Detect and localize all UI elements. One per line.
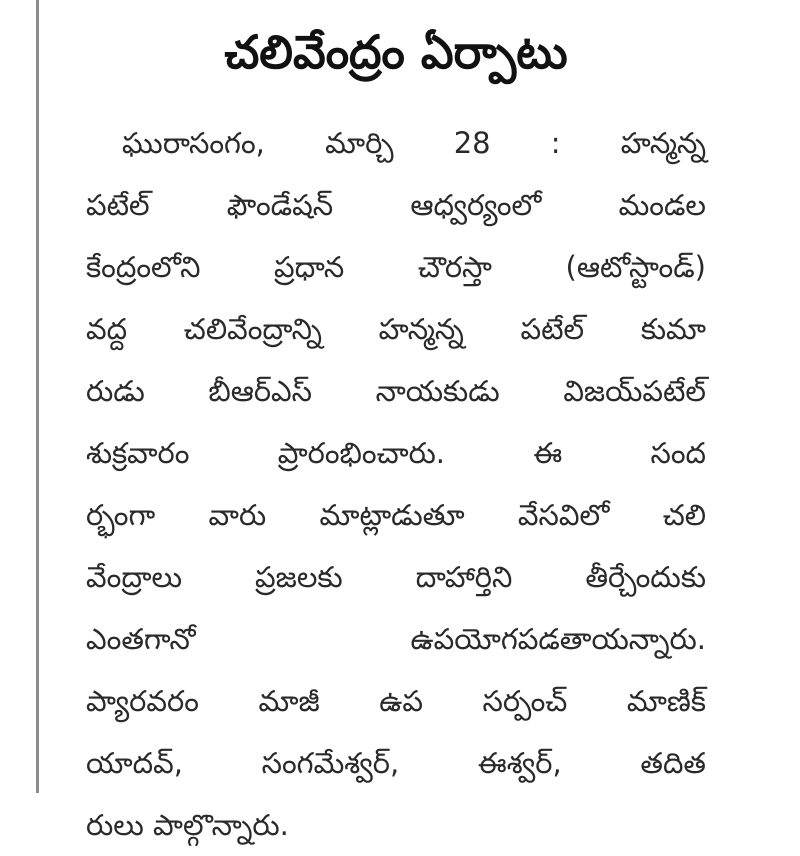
body-line: ఎంతగానో ఉపయోగపడతాయన్నారు. (86, 622, 706, 656)
body-line: రులు పాల్గొన్నారు. (86, 808, 289, 842)
news-clipping (86, 12, 706, 842)
body-line: ప్యారవరం మాజీ ఉప సర్పంచ్ మాణిక్ (86, 684, 706, 718)
body-line: వద్ద చలివేంద్రాన్ని హన్మన్న పటేల్ కుమా (86, 312, 706, 346)
body-line: యాదవ్, సంగమేశ్వర్, ఈశ్వర్, తదిత (86, 746, 706, 780)
body-line: కేంద్రంలోని ప్రధాన చౌరస్తా (ఆటోస్టాండ్) (86, 250, 706, 284)
body-line: పటేల్ ఫౌండేషన్ ఆధ్వర్యంలో మండల (86, 188, 706, 222)
body-line: వేంద్రాలు ప్రజలకు దాహార్తిని తీర్చేందుకు (86, 560, 706, 594)
body-line: రుడు బీఆర్ఎస్ నాయకుడు విజయ్‌పటేల్ (86, 374, 706, 408)
article-headline: చలివేంద్రం ఏర్పాటు (224, 25, 568, 79)
column-divider (36, 0, 39, 793)
article-body (86, 112, 706, 856)
body-line: ఘురాసంగం, మార్చి 28 : హన్మన్న (122, 126, 706, 160)
body-line: ర్భంగా వారు మాట్లాడుతూ వేసవిలో చలి (86, 498, 706, 532)
body-line: శుక్రవారం ప్రారంభించారు. ఈ సంద (86, 436, 706, 470)
